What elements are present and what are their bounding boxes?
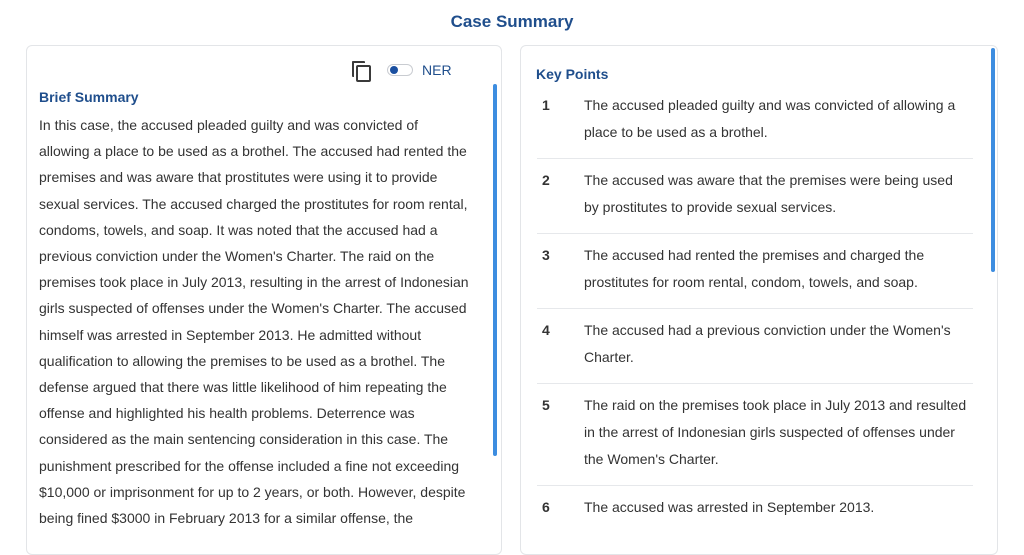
summary-scrollbar[interactable]: [493, 84, 497, 456]
brief-summary-text: [39, 112, 487, 531]
key-point-item: [537, 159, 973, 234]
ner-toggle[interactable]: [387, 64, 413, 76]
summary-line: $10,000 or imprisonment for up to 2 years, or both. However, despite: [39, 483, 466, 500]
key-point-text: [584, 242, 973, 296]
key-points-heading: Key Points: [536, 66, 609, 82]
key-point-number: 3: [542, 247, 550, 263]
key-point-line: The accused pleaded guilty and was convicted of allowing a: [584, 97, 956, 113]
toggle-knob: [390, 66, 398, 74]
key-point-item: [537, 234, 973, 309]
key-point-line: in the arrest of Indonesian girls suspected of offenses under: [584, 424, 955, 440]
summary-toolbar: [349, 59, 452, 81]
summary-scroll-area[interactable]: [27, 84, 502, 555]
key-point-item: [537, 486, 973, 533]
key-point-item: [537, 309, 973, 384]
key-point-line: prostitutes for room rental, condom, towels, and soap.: [584, 274, 918, 290]
summary-line: qualification to allowing the premises to be used as a brothel. The: [39, 352, 445, 369]
summary-line: condoms, towels, and soap. It was noted that the accused had a: [39, 221, 438, 238]
summary-line: girls suspected of offenses under the Women's Charter. The accused: [39, 300, 467, 317]
summary-line: punishment prescribed for the offense included a fine not exceeding: [39, 457, 460, 474]
summary-line: being fined $3000 in February 2013 for a similar offense, the: [39, 510, 414, 527]
key-point-text: [584, 167, 973, 221]
summary-line: previous conviction under the Women's Charter. The raid on the: [39, 248, 435, 265]
key-point-line: by prostitutes to provide sexual services.: [584, 199, 837, 215]
brief-summary-heading: Brief Summary: [39, 89, 139, 105]
key-points-scrollbar[interactable]: [991, 48, 995, 272]
page-title: Case Summary: [450, 12, 574, 31]
key-point-number: 1: [542, 97, 550, 113]
summary-line: offense and highlighted his health problems. Deterrence was: [39, 405, 415, 422]
key-point-number: 5: [542, 397, 550, 413]
summary-line: allowing a place to be used as a brothel. The accused had rented the: [39, 143, 467, 160]
ner-toggle-label: NER: [422, 62, 452, 78]
key-point-number: 2: [542, 172, 550, 188]
key-point-line: The accused had rented the premises and charged the: [584, 247, 925, 263]
key-point-line: The raid on the premises took place in July 2013 and resulted: [584, 397, 967, 413]
key-point-item: [537, 84, 973, 159]
key-point-text: [584, 92, 973, 146]
key-points-panel: [520, 45, 998, 555]
key-point-number: 6: [542, 499, 550, 515]
summary-line: premises took place in July 2013, resulting in the arrest of Indonesian: [39, 274, 469, 291]
summary-line: defense argued that there was little likelihood of him repeating the: [39, 379, 447, 396]
key-point-line: place to be used as a brothel.: [584, 124, 768, 140]
key-point-line: Charter.: [584, 349, 634, 365]
summary-line: sexual services. The accused charged the prostitutes for room rental,: [39, 195, 468, 212]
summary-line: In this case, the accused pleaded guilty and was convicted of: [39, 117, 419, 133]
key-point-line: The accused had a previous conviction under the Women's: [584, 322, 951, 338]
key-point-number: 4: [542, 322, 550, 338]
key-point-text: [584, 317, 973, 371]
summary-line: premises and was aware that prostitutes were using it to provide: [39, 169, 438, 186]
key-points-list: [537, 84, 973, 533]
copy-icon[interactable]: [349, 59, 371, 81]
summary-line: himself was arrested in September 2013. He admitted without: [39, 326, 422, 343]
summary-line: considered as the main sentencing consideration in this case. The: [39, 431, 449, 448]
key-point-line: the Women's Charter.: [584, 451, 719, 467]
key-point-line: The accused was arrested in September 2013.: [584, 499, 875, 515]
key-point-item: [537, 384, 973, 486]
brief-summary-panel: [26, 45, 502, 555]
key-point-text: [584, 392, 973, 473]
key-point-line: The accused was aware that the premises were being used: [584, 172, 953, 188]
key-point-text: [584, 494, 973, 521]
